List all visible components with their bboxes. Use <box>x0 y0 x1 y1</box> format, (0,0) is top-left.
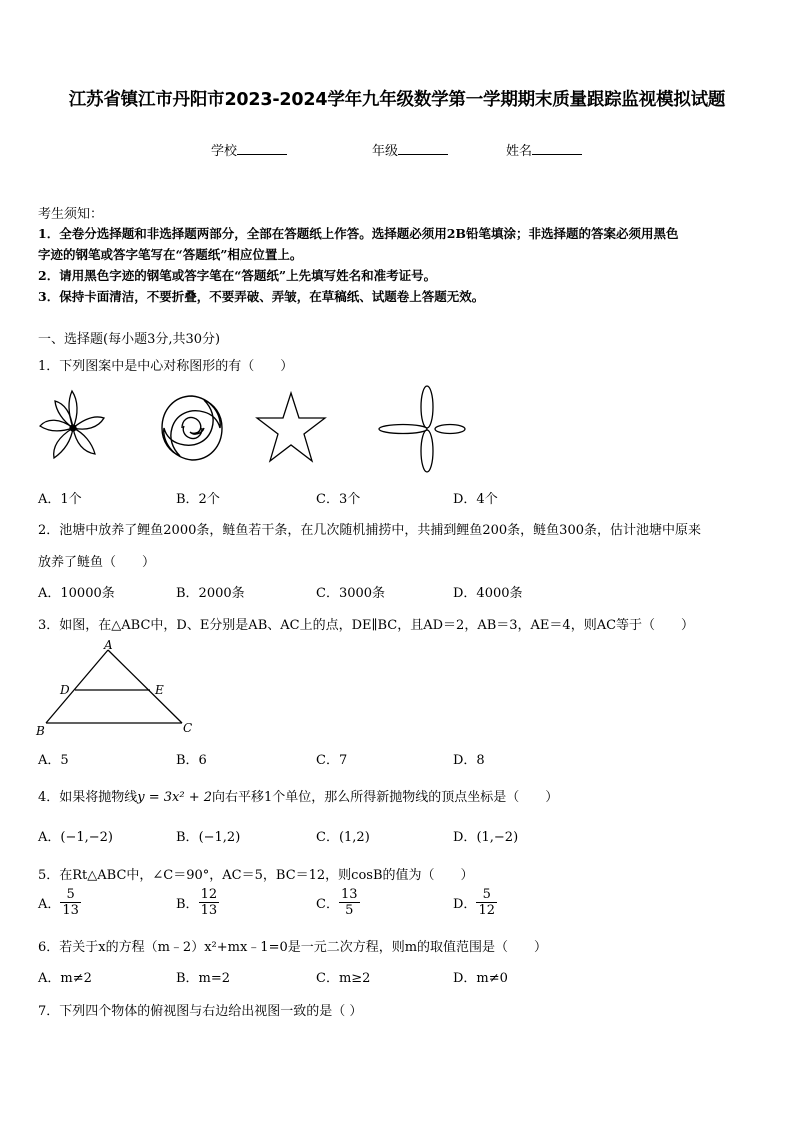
q3-option-d[interactable]: D．8 <box>453 753 485 768</box>
q4-option-b-label: B． <box>176 830 199 845</box>
triangle-abc-diagram <box>34 638 204 740</box>
q5-option-d-label: D． <box>453 897 477 912</box>
grade-label: 年级 <box>372 144 399 159</box>
q4-option-c[interactable] <box>316 826 370 845</box>
q5-option-a-numerator: 5 <box>60 887 81 903</box>
q3-option-c[interactable]: C．7 <box>316 753 348 768</box>
q4-formula: y = 3x² + 2 <box>137 790 213 805</box>
flower-icon <box>38 388 108 468</box>
notice-line-1b: 字迹的钢笔或答字笔写在“答题纸”相应位置上。 <box>38 247 303 262</box>
q4-option-b-value: (−1,2) <box>198 830 241 845</box>
q5-option-d-denominator: 12 <box>478 903 495 918</box>
side-ac <box>108 650 182 723</box>
q5-option-a-fraction <box>60 887 81 918</box>
q5-option-a[interactable] <box>38 887 81 918</box>
swirl-emblem-icon <box>158 392 226 464</box>
grade-blank[interactable] <box>398 142 448 155</box>
point-e-label: E <box>155 683 164 697</box>
q4-option-d-value: (1,−2) <box>476 830 519 845</box>
q6-option-b[interactable]: B．m=2 <box>176 971 231 986</box>
q1-option-a[interactable]: A．1个 <box>38 492 82 507</box>
q5-option-b-denominator: 13 <box>200 903 218 918</box>
school-field[interactable] <box>211 140 287 159</box>
q4-option-d-label: D． <box>453 830 477 845</box>
q6-option-c[interactable]: C．m≥2 <box>316 971 371 986</box>
q5-option-c-fraction <box>339 887 360 918</box>
q4-option-a-value: (−1,−2) <box>60 830 113 845</box>
q2-stem-line-2: 放养了鲢鱼（ ） <box>38 555 156 570</box>
q2-option-c[interactable]: C．3000条 <box>316 586 386 601</box>
q3-option-a[interactable]: A．5 <box>38 753 69 768</box>
school-label: 学校 <box>211 144 238 159</box>
name-field[interactable] <box>506 140 582 159</box>
q2-option-a[interactable]: A．10000条 <box>38 586 115 601</box>
q1-stem: 1．下列图案中是中心对称图形的有（ ） <box>38 359 294 374</box>
q1-option-b[interactable]: B．2个 <box>176 492 220 507</box>
q5-option-d-fraction <box>476 887 497 918</box>
q4-stem-pre: 4．如果将抛物线 <box>38 790 138 805</box>
q1-option-d[interactable]: D．4个 <box>453 492 498 507</box>
q5-stem: 5．在Rt△ABC中，∠C＝90°，AC＝5，BC＝12，则cosB的值为（ ） <box>38 868 474 883</box>
q5-option-c-denominator: 5 <box>345 903 354 918</box>
q5-option-c[interactable] <box>316 887 360 918</box>
grade-field[interactable] <box>372 140 448 159</box>
q5-option-b-label: B． <box>176 897 199 912</box>
q4-option-d[interactable] <box>453 826 518 845</box>
exam-title: 江苏省镇江市丹阳市2023-2024学年九年级数学第一学期期末质量跟踪监视模拟试题 <box>68 90 726 110</box>
q4-option-b[interactable] <box>176 826 240 845</box>
section-heading: 一、选择题(每小题3分,共30分) <box>38 332 221 347</box>
notice-line-1a: 1．全卷分选择题和非选择题两部分，全部在答题纸上作答。选择题必须用2B铅笔填涂；非选择题的答案必须用黑色 <box>38 226 679 241</box>
q7-stem: 7．下列四个物体的俯视图与右边给出视图一致的是（ ） <box>38 1004 363 1019</box>
q2-stem-line-1: 2．池塘中放养了鲤鱼2000条，鲢鱼若干条，在几次随机捕捞中，共捕到鲤鱼200条，鲢鱼300条，估计池塘中原来 <box>38 523 701 538</box>
point-d-label: D <box>60 683 70 697</box>
q4-option-a[interactable] <box>38 826 113 845</box>
four-petal-icon <box>376 383 466 473</box>
q1-option-c[interactable]: C．3个 <box>316 492 361 507</box>
q3-stem: 3．如图，在△ABC中，D、E分别是AB、AC上的点，DE∥BC，且AD＝2，AB＝3，AE＝4，则AC等于（ ） <box>38 618 695 633</box>
q6-stem: 6．若关于x的方程（m﹣2）x²+mx﹣1=0是一元二次方程，则m的取值范围是（ ） <box>38 940 548 955</box>
notice-heading: 考生须知： <box>38 207 104 222</box>
name-label: 姓名 <box>506 144 533 159</box>
school-blank[interactable] <box>237 142 287 155</box>
q5-option-b-fraction <box>199 887 220 918</box>
q5-option-c-label: C． <box>316 897 339 912</box>
q6-option-a[interactable]: A．m≠2 <box>38 971 92 986</box>
name-blank[interactable] <box>532 142 582 155</box>
q5-option-c-numerator: 13 <box>340 887 358 902</box>
q6-option-d[interactable]: D．m≠0 <box>453 971 508 986</box>
q5-option-d[interactable] <box>453 887 497 918</box>
vertex-b-label: B <box>36 724 45 738</box>
q4-option-c-value: (1,2) <box>338 830 370 845</box>
q5-option-a-label: A． <box>38 897 61 912</box>
q4-stem-post: 向右平移1个单位，那么所得新抛物线的顶点坐标是（ ） <box>212 790 559 805</box>
notice-line-3: 3．保持卡面清洁，不要折叠，不要弄破、弄皱，在草稿纸、试题卷上答题无效。 <box>38 289 485 304</box>
side-ab <box>46 650 108 723</box>
notice-line-2: 2．请用黑色字迹的钢笔或答字笔在“答题纸”上先填写姓名和准考证号。 <box>38 268 437 283</box>
star-icon <box>255 390 327 468</box>
q4-option-a-label: A． <box>38 830 61 845</box>
vertex-a-label: A <box>104 638 113 652</box>
q4-option-c-label: C． <box>316 830 339 845</box>
vertex-c-label: C <box>183 721 193 735</box>
q5-option-b[interactable] <box>176 887 219 918</box>
q4-stem <box>38 786 558 805</box>
q2-option-b[interactable]: B．2000条 <box>176 586 245 601</box>
q5-option-d-numerator: 5 <box>476 887 497 903</box>
q2-option-d[interactable]: D．4000条 <box>453 586 523 601</box>
q5-option-b-numerator: 12 <box>200 887 218 902</box>
q3-option-b[interactable]: B．6 <box>176 753 207 768</box>
q5-option-a-denominator: 13 <box>62 903 79 918</box>
